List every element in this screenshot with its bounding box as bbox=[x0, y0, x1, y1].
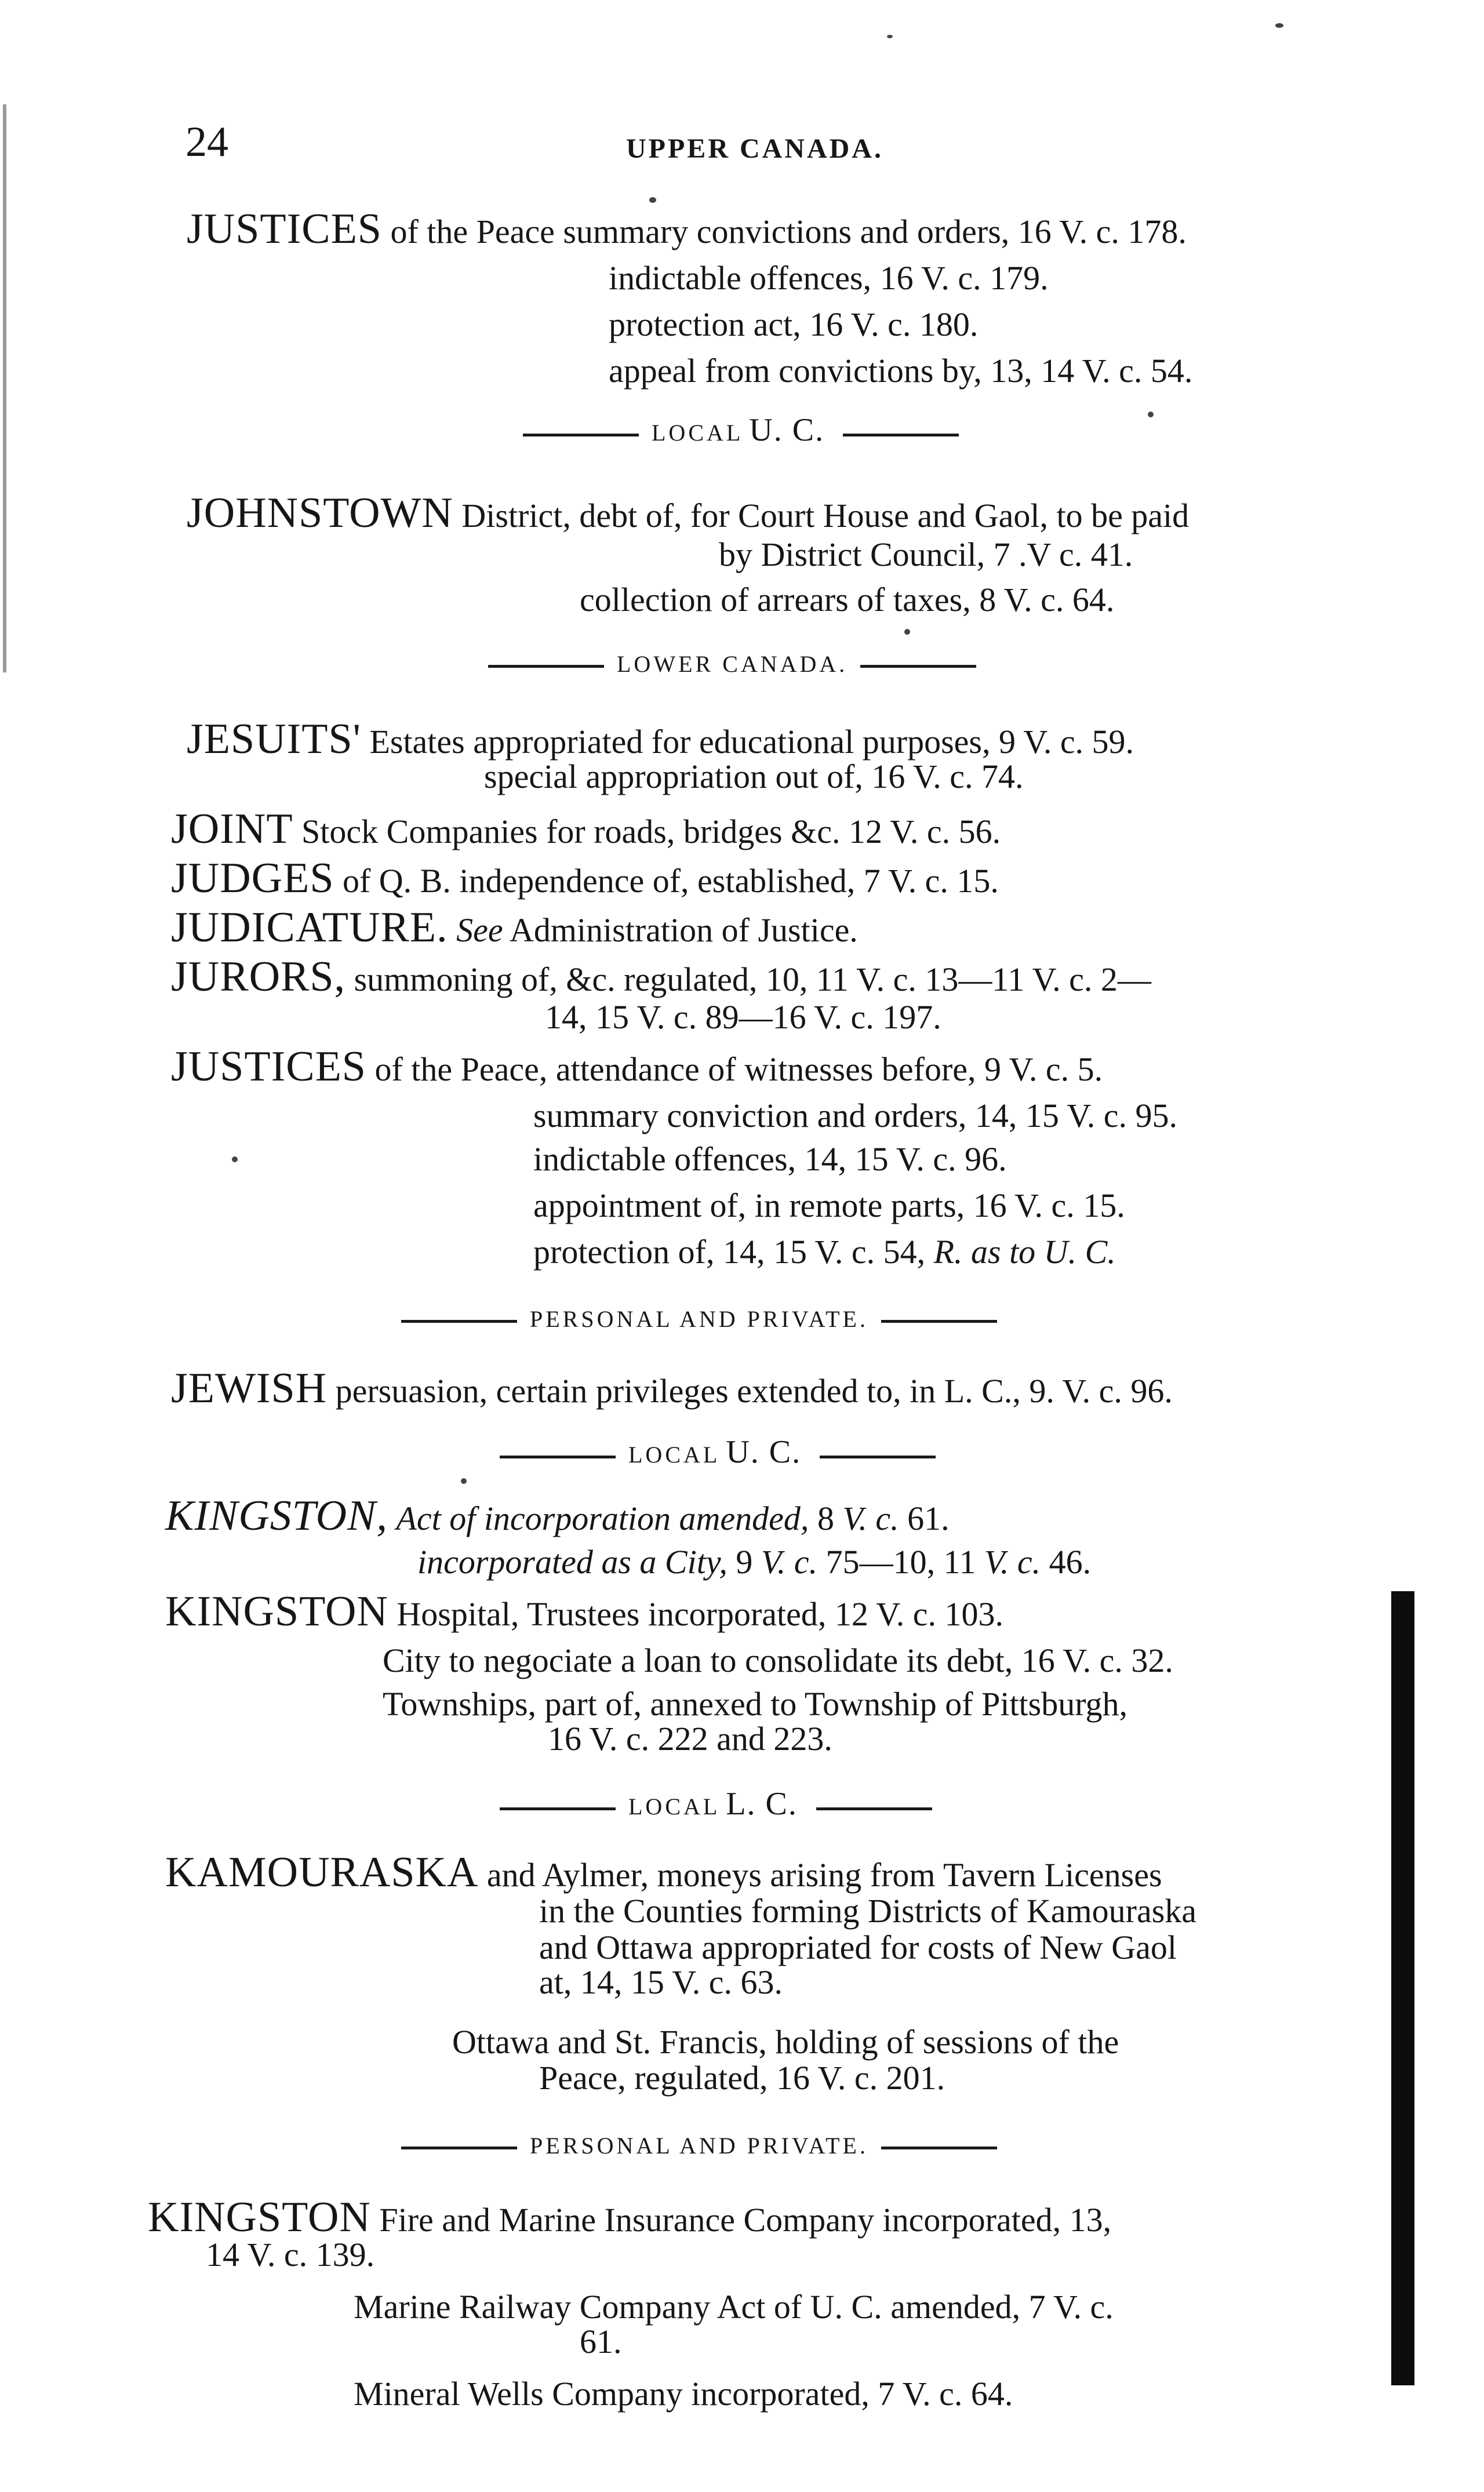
entry-line: City to negociate a loan to consolidate its debt, 16 V. c. 32. bbox=[383, 1642, 1173, 1679]
entry-judges: JUDGES of Q. B. independence of, established, 7 V. c. 15. bbox=[171, 854, 999, 902]
entry-line: indictable offences, 14, 15 V. c. 96. bbox=[533, 1140, 1007, 1178]
entry-line: 14 V. c. 139. bbox=[206, 2236, 375, 2273]
entry-johnstown: JOHNSTOWN District, debt of, for Court House and Gaol, to be paid bbox=[187, 489, 1190, 537]
entry-line: protection act, 16 V. c. 180. bbox=[609, 305, 979, 343]
entry-lead: JUDICATURE. bbox=[171, 904, 448, 951]
running-head: UPPER CANADA. bbox=[626, 133, 883, 164]
entry-lead: JURORS, bbox=[171, 953, 346, 1001]
entry-lead: JUSTICES bbox=[187, 205, 382, 253]
scan-speck bbox=[461, 1478, 467, 1484]
section-heading-personal-private: PERSONAL AND PRIVATE. bbox=[388, 2129, 1010, 2163]
scan-margin-bar bbox=[1391, 1591, 1414, 2385]
entry-line: and Ottawa appropriated for costs of New Gaol bbox=[539, 1929, 1177, 1966]
section-heading-local-lc: LOCAL L. C. bbox=[487, 1787, 945, 1824]
entry-lead: JUSTICES bbox=[171, 1043, 366, 1090]
entry-line: collection of arrears of taxes, 8 V. c. 64. bbox=[580, 581, 1115, 619]
entry-judicature: JUDICATURE. See Administration of Justice. bbox=[171, 904, 858, 951]
entry-line: Marine Railway Company Act of U. C. amended, 7 V. c. bbox=[354, 2288, 1114, 2326]
entry-jesuits: JESUITS' Estates appropriated for educational purposes, 9 V. c. 59. bbox=[187, 715, 1134, 763]
entry-line: by District Council, 7 .V c. 41. bbox=[719, 536, 1133, 573]
entry-lead: JOHNSTOWN bbox=[187, 489, 453, 537]
section-heading-personal-private: PERSONAL AND PRIVATE. bbox=[388, 1302, 1010, 1337]
entry-line: special appropriation out of, 16 V. c. 74. bbox=[484, 758, 1024, 795]
entry-justices-lc: JUSTICES of the Peace, attendance of witnesses before, 9 V. c. 5. bbox=[171, 1043, 1103, 1090]
entry-line: at, 14, 15 V. c. 63. bbox=[539, 1963, 783, 2001]
entry-lead: KINGSTON bbox=[165, 1588, 388, 1635]
entry-lead: KINGSTON bbox=[148, 2193, 371, 2241]
entry-line: 61. bbox=[580, 2323, 622, 2360]
scan-speck bbox=[232, 1156, 238, 1162]
section-heading-local-uc: LOCAL U. C. bbox=[510, 413, 972, 450]
entry-kamouraska: KAMOURASKA and Aylmer, moneys arising from Tavern Licenses bbox=[165, 1849, 1162, 1896]
scan-speck bbox=[649, 197, 656, 203]
entry-line: indictable offences, 16 V. c. 179. bbox=[609, 259, 1049, 297]
entry-lead: JEWISH bbox=[171, 1365, 328, 1412]
scan-edge-mark bbox=[3, 104, 6, 672]
entry-lead: JESUITS' bbox=[187, 715, 361, 763]
entry-jurors: JURORS, summoning of, &c. regulated, 10, 11 V. c. 13—11 V. c. 2— bbox=[171, 953, 1151, 1001]
entry-line: in the Counties forming Districts of Kamouraska bbox=[539, 1892, 1197, 1930]
scan-speck bbox=[887, 35, 893, 38]
entry-justices-uc: JUSTICES of the Peace summary convictions and orders, 16 V. c. 178. bbox=[187, 205, 1187, 253]
entry-line: summary conviction and orders, 14, 15 V. c. 95. bbox=[533, 1097, 1177, 1134]
entry-lead: KINGSTON, bbox=[165, 1492, 388, 1540]
scan-speck bbox=[1275, 23, 1283, 28]
entry-line: protection of, 14, 15 V. c. 54, R. as to U. C. bbox=[533, 1233, 1116, 1271]
entry-lead: KAMOURASKA bbox=[165, 1849, 479, 1896]
entry-joint: JOINT Stock Companies for roads, bridges &c. 12 V. c. 56. bbox=[171, 805, 1001, 853]
section-heading-lower-canada: LOWER CANADA. bbox=[475, 647, 989, 682]
entry-lead: JUDGES bbox=[171, 854, 334, 902]
entry-kingston-fire-marine: KINGSTON Fire and Marine Insurance Company incorporated, 13, bbox=[148, 2193, 1112, 2241]
entry-jewish: JEWISH persuasion, certain privileges extended to, in L. C., 9. V. c. 96. bbox=[171, 1365, 1173, 1412]
entry-line: 14, 15 V. c. 89—16 V. c. 197. bbox=[545, 998, 941, 1036]
entry-kingston-hospital: KINGSTON Hospital, Trustees incorporated, 12 V. c. 103. bbox=[165, 1588, 1004, 1635]
entry-line: Townships, part of, annexed to Township of Pittsburgh, bbox=[383, 1685, 1128, 1723]
scan-speck bbox=[1148, 412, 1154, 417]
entry-lead: JOINT bbox=[171, 805, 293, 853]
entry-line: incorporated as a City, 9 V. c. 75—10, 11 V. c. 46. bbox=[417, 1543, 1092, 1581]
entry-line: Peace, regulated, 16 V. c. 201. bbox=[539, 2059, 945, 2097]
page-number: 24 bbox=[186, 118, 228, 166]
entry-line: Ottawa and St. Francis, holding of sessions of the bbox=[452, 2023, 1119, 2061]
scan-speck bbox=[904, 629, 910, 635]
entry-line: 16 V. c. 222 and 223. bbox=[548, 1720, 832, 1758]
entry-line: appeal from convictions by, 13, 14 V. c. 54. bbox=[609, 352, 1193, 390]
entry-kingston: KINGSTON, Act of incorporation amended, 8 V. c. 61. bbox=[165, 1492, 950, 1540]
entry-line: appointment of, in remote parts, 16 V. c. 15. bbox=[533, 1187, 1125, 1224]
entry-line: Mineral Wells Company incorporated, 7 V. c. 64. bbox=[354, 2375, 1013, 2413]
section-heading-local-uc: LOCAL U. C. bbox=[487, 1435, 948, 1472]
